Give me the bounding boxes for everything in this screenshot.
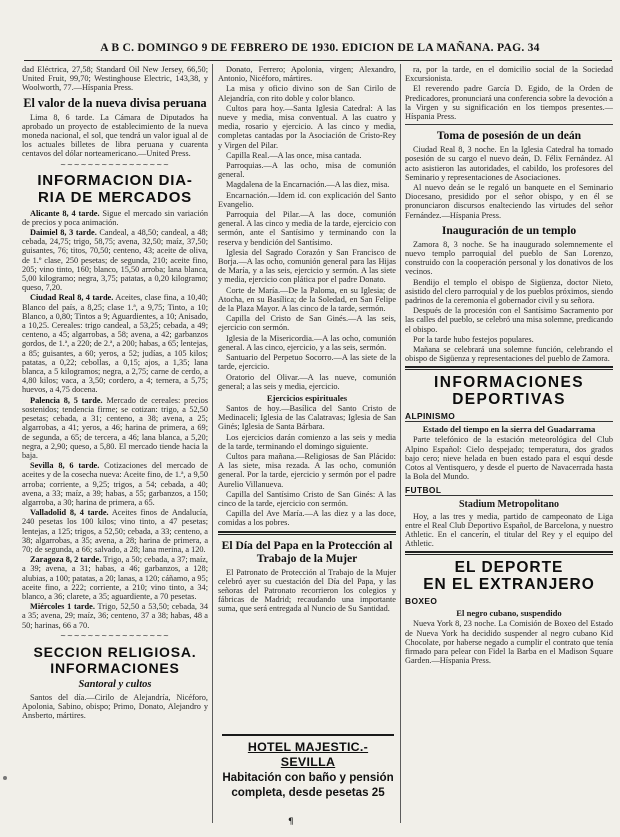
body-text [22, 555, 208, 601]
divider-ornament: ~~~~~~~~~~~~~~~~ [60, 160, 170, 169]
paragraph-lead: Zaragoza 8, 2 tarde. [30, 555, 102, 565]
paragraph-lead: Alicante 8, 4 tarde. [30, 208, 100, 218]
mercados-list [22, 209, 208, 630]
ejercicios-list [218, 404, 396, 528]
subheading-ejercicios: Ejercicios espirituales [266, 392, 348, 403]
paragraph-lead: Sevilla 8, 6 tarde. [30, 461, 100, 471]
paragraph-lead: Palencia 8, 5 tarde. [30, 395, 103, 405]
body-text: El Patronato de Protección al Trabajo de la Mujer celebró ayer su cuestación del Día del Papa, y las señoras del Patronato recorrieron los colegios y fábricas de Madrid; recaudando una importante suma, que será entregada al Nuncio de Su Santidad. [218, 567, 396, 614]
body-text: Ciudad Real 8, 3 noche. En la Iglesia Catedral ha tomado posesión de su cargo el nuevo deán, D. Félix Fernández. Al acto asistieron las autoridades, el cabildo, los profesores del Seminario y representaciones de Asociaciones. [405, 145, 613, 182]
headline-dia-del-papa: El Día del Papa en la Protección al Trabajo de la Mujer [221, 538, 393, 565]
subheading-boxeo: BOXEO [405, 596, 438, 607]
rule [405, 124, 613, 125]
body-text: Nueva York 8, 23 noche. La Comisión de Boxeo del Estado de Nueva York ha decidido suspender al negro cubano Kid Chocolate, por haberse negado a cumplir el contrato que tenía firmado para pelear con Fidel la Barba en el Madison Square Garden.—Híspania Press. [405, 619, 613, 666]
body-text [22, 602, 208, 630]
section-rule [405, 366, 613, 370]
top-continuation [405, 65, 613, 121]
body-text: Capilla del Ave María.—A las diez y a las doce, comidas a los pobres. [218, 509, 396, 528]
body-text: Iglesia del Sagrado Corazón y San Francisco de Borja.—A las ocho, comunión general para las Hijas de María, y a las seis, ejercicio y sermón. A las siete y media, ejercicio con plática por el padre Donato. [218, 247, 396, 285]
paragraph-lead: Valladolid 8, 4 tarde. [30, 508, 109, 518]
body-text: Parte telefónico de la estación meteorológica del Club Alpino Español: Cielo despejado; temperatura, dos grados bajo cero; nieve helada en buen estado para el esquí desde Cotos al Ventisquero, y desde el puerto de Navacerrada hasta la Bola del Mundo. [405, 435, 613, 482]
section-heading-line: RIA DE MERCADOS [38, 188, 192, 206]
body-text: Los ejercicios darán comienzo a las seis y media de la tarde, terminando el domingo siguiente. [218, 432, 396, 451]
paragraph-lead: Miércoles 1 tarde. [30, 602, 95, 612]
body-text: Magdalena de la Encarnación.—A las diez, misa. [226, 180, 390, 190]
column-2 [218, 65, 396, 729]
body-text: Cultos para hoy.—Santa Iglesia Catedral: A las nueve y media, misa conventual. A las cuatro y media, rosario y ejercicio. A las cinco y media, completas cantadas por la Asociación de Cristo-Rey y Virgen del Pilar. [218, 103, 396, 150]
section-heading-line: SECCION RELIGIOSA. [33, 643, 197, 660]
body-text: Santos del día.—Cirilo de Alejandría, Nicéforo, Apolonia, Sabino, obispo; Primo, Donato, Alejandro y Ansberto, mártires. [22, 692, 208, 721]
body-text: Por la tarde hubo festejos populares. [413, 334, 534, 344]
body-text: El reverendo padre García D. Egido, de la Orden de Predicadores, pronunciará una conferencia sobre la devoción a la Virgen y su significación en los tiempos presentes.—Híspania Press. [405, 84, 613, 122]
paragraph-text: Candeal, a 48,50; candeal, a 48; cebada, 24,75; trigo, 58,75; avena, 32,50; maíz, 37,50; guisantes, 76; titos, 70,50; centeno, 43; aceite de oliva, de 1.º clase, 250 pesetas; de segunda, 210; aceite fino, 205; vino tinto, 160; blanco, 15,50 arroba; lana blanca, 5,00 kilogramo; negra, 3,75; patatas, a 0,20 kilogramo; queso, 7,20. [22, 228, 208, 293]
column-1 [22, 65, 208, 827]
body-text: Mañana se celebrará una solemne función, celebrando el obispo de Sigüenza y representaciones del pueblo de Zamora. [405, 345, 613, 364]
body-text: Parroquia del Pilar.—A las doce, comunión general. A las cinco y media de la tarde, ejercicio con sermón, ante el Santísimo y terminando con la reserva y bendición del Santísimo. [218, 210, 396, 247]
section-heading-line: INFORMACION DIA- [37, 171, 193, 189]
body-text [22, 508, 208, 554]
section-heading-line: DEPORTIVAS [452, 391, 566, 409]
section-heading-religiosa [22, 644, 208, 676]
section-heading-line: INFORMACIONES [434, 374, 584, 392]
body-text: Después de la procesión con el Santísimo Sacramento por las calles del pueblo, se celebró una misa solemne, predicando el obispo. [405, 306, 613, 334]
paragraph-text: Aceites, clase fina, a 10,40; Blanco del país, a 8,25; clase 1.ª, a 9,75; Tinto, a 10; Blanco, a 0,80; Tintos a 9; Aguardientes, a 10; Anisado, a 10,25. Cereales: trigo candeal, a 53,25; cebada, a 49; centeno, a 45; algarrobas, a 58; avena, a 42; garbanzos gordos, de 1.ª, a 220; de 2.ª, a 200; habas, a 65; lentejas, a 85; guisantes, a 60; yeros, a 52; judías, a 105 kilos; patatas, a 0,22; cebollas, a 0,15; ajos, a 1,35; lana blanca, a 5 kilogramos; negra, a 2,75; carne de cerdo, a 4,80 kilos; vaca, a 3,50; cordero, a 4; ternera, a 5,75; huevos, a 4,75 docena. [22, 293, 208, 395]
body-text: Al nuevo deán se le regaló un banquete en el Seminario Diocesano, presidido por el señor obispo, y en él se pronunciaron discursos enalteciendo las virtudes del señor Fernández.—Híspania Press. [405, 183, 613, 220]
subheading-alpinismo: ALPINISMO [405, 411, 613, 422]
paragraph-text: Mercado de cereales: precios sostenidos; tendencia firme; se cotizan: trigo, a 52,50 pesetas; cebada, a 31; centeno, a 38; avena, a 25; algarrobas, a 41; yeros, a 46; harina de primera, a 69; de segunda, a 65; de tercera, a 46; lana blanca, a 5,20; negra, a 2,90; queso, a 5,80. El mercado tiende hacia la baja. [22, 395, 208, 460]
cultos-list [218, 65, 396, 391]
pilcrow-mark: ¶ [288, 817, 294, 827]
column-separator [212, 64, 213, 823]
body-text [22, 228, 208, 292]
body-text: Santuario del Perpetuo Socorro.—A las siete de la tarde, ejercicio. [218, 353, 396, 372]
section-rule [218, 531, 396, 535]
body-text: Zamora 8, 3 noche. Se ha inaugurado solemnemente el nuevo templo parroquial del pueblo de San Lorenzo, construido con la cooperación personal y los donativos de los vecinos. [405, 239, 613, 277]
paragraph-text: Trigo, a 50; cebada, a 37; maíz, a 39; avena, a 31; habas, a 46; garbanzos, a 128; alubias, a 100; patatas, a 20; lanas, a 120; cáñamo, a 95; aceite fino, a 222; corriente, a 210; vino tinto, a 34; blanco, a 36; clarete, a 35; aguardiente, a 70 pesetas. [22, 555, 208, 601]
paragraph-text: Cotizaciones del mercado de aceites y de la cosecha nueva: Aceite fino, de 1.ª, a 9,50 arroba; corriente, a 9,25; trigos, a 54; cebada, a 40; avena, a 33; maíz, a 39; habas, a 55; garbanzos, a 150; algarroba, a 30; harina de primera, a 65. [22, 461, 208, 507]
body-text: Capilla del Cristo de San Ginés.—A las seis, ejercicio con sermón. [218, 314, 396, 333]
body-text [22, 396, 208, 460]
subheading-negro-cubano: El negro cubano, suspendido [456, 608, 562, 619]
subheading-santoral: Santoral y cultos [78, 678, 152, 690]
ad-text-line: completa, desde pesetas 25 [231, 786, 385, 799]
section-heading-deportivas [405, 374, 613, 408]
section-heading-line: EN EL EXTRANJERO [423, 576, 595, 594]
body-text: ra, por la tarde, en el domicilio social de la Sociedad Excursionista. [405, 65, 613, 84]
paragraph-lead: Daimiel 8, 3 tarde. [30, 228, 97, 238]
headline-inauguracion-templo: Inauguración de un templo [441, 223, 577, 237]
section-heading-extranjero [405, 559, 613, 593]
column-3 [405, 65, 613, 827]
section-heading-line: INFORMACIONES [50, 659, 180, 676]
templo-article [405, 240, 613, 364]
body-text: Corte de María.—De la Paloma, en su Iglesia; de Atocha, en su Basílica; de la Soledad, en San Felipe de la Plaza Mayor. A las cinco de la tarde, sermón. [218, 285, 396, 314]
body-text: dad Eléctrica, 27,58; Standard Oil New Jersey, 66,50; United Fruit, 99,70; Westinghouse Electric, 143,38, y Woolworth, 77.—Híspania Press. [22, 65, 208, 93]
body-text: Oratorio del Olivar.—A las nueve, comunión general; a las seis y media, ejercicio. [218, 372, 396, 391]
paragraph-text: Sigue el mercado sin variación de precios y poca animación. [22, 208, 208, 227]
body-text: La misa y oficio divino son de San Cirilo de Alejandría, con rito doble y color blanco. [218, 84, 396, 103]
body-text: Parroquias.—A las ocho, misa de comunión general. [218, 161, 396, 180]
body-text: Cultos para mañana.—Religiosas de San Plácido: A las siete, misa rezada. A las ocho, comunión general. Por la tarde, ejercicio y sermón por el padre Aurelio Villanueva. [218, 451, 396, 489]
dean-article [405, 145, 613, 220]
body-text: Encarnación.—Idem id. con explicación del Santo Evangelio. [218, 190, 396, 209]
paragraph-lead: Ciudad Real 8, 4 tarde. [30, 293, 114, 303]
running-head: A B C. DOMINGO 9 DE FEBRERO DE 1930. EDICION DE LA MAÑANA. PAG. 34 [100, 41, 540, 54]
body-text: Bendijo el templo el obispo de Sigüenza, doctor Nieto, asistido del clero parroquial y de los pueblos próximos, siendo padrinos de la ceremonia el gobernador civil y su señora. [405, 277, 613, 306]
divider-ornament: ~~~~~~~~~~~~~~~~ [60, 631, 170, 640]
hotel-advertisement [222, 734, 394, 822]
section-heading-line: EL DEPORTE [454, 559, 564, 577]
column-separator [400, 64, 401, 823]
body-text: Capilla del Santísimo Cristo de San Ginés: A las cinco de la tarde, ejercicio con sermón. [218, 489, 396, 508]
paragraph-text: Aceites finos de Andalucía, 240 pesetas los 100 kilos; vino tinto, a 47 pesetas; lentejas, a 125; trigos, a 52,50; cebada, a 33; centeno, a 38; algarrobas, a 35; avena, a 28; harina de primera, a 70; de segunda, a 66; salvado, a 28; lana merina, a 120. [22, 508, 208, 554]
headline-toma-posesion: Toma de posesión de un deán [436, 129, 582, 143]
margin-mark [3, 776, 7, 780]
paragraph-text: Trigo, 52,50 a 53,50; cebada, 34 a 35; avena, 29; maíz, 36; centeno, 37 a 38; habas, 48 a 50; harinas, 66 a 70. [22, 602, 208, 630]
body-text [22, 461, 208, 507]
ad-text-line: Habitación con baño y pensión [222, 771, 394, 784]
subheading-tiempo-sierra: Estado del tiempo en la sierra del Guadarrama [422, 424, 596, 435]
ad-brand: HOTEL MAJESTIC.-SEVILLA [247, 740, 369, 769]
body-text: Santos de hoy.—Basílica del Santo Cristo de Medinaceli; Iglesia de las Calatravas; Iglesia de San Ginés; Iglesia de Santa Bárbara. [218, 403, 396, 432]
body-text: Hoy, a las tres y media, partido de campeonato de Liga entre el Real Club Deportivo Español, de Barcelona, y nuestro Athletic. En el cancerín, el titular del Rey y el equipo del Athletic. [405, 511, 613, 549]
body-text [22, 209, 208, 227]
subheading-stadium: Stadium Metropolitano [458, 498, 560, 510]
body-text [22, 293, 208, 394]
headline-divisa-peruana: El valor de la nueva divisa peruana [23, 95, 207, 110]
body-text: Donato, Ferrero; Apolonia, virgen; Alexandro, Antonio, Nicéforo, mártires. [218, 65, 396, 84]
body-text: Capilla Real.—A las once, misa cantada. [226, 150, 362, 160]
body-text: Lima 8, 6 tarde. La Cámara de Diputados ha aprobado un proyecto de establecimiento de la nueva moneda nacional, el sol, que tendrá un valor igual al de los actuales billetes de libra peruana y cuarenta centavos del dólar norteamericano.—United Press. [22, 112, 208, 159]
section-heading-mercados [22, 172, 208, 206]
subheading-futbol: FUTBOL [405, 485, 613, 496]
body-text: Iglesia de la Misericordia.—A las ocho, comunión general. A las cinco, ejercicio, y a las seis, sermón. [218, 333, 396, 352]
section-rule [405, 551, 613, 555]
header-rule [24, 60, 612, 61]
